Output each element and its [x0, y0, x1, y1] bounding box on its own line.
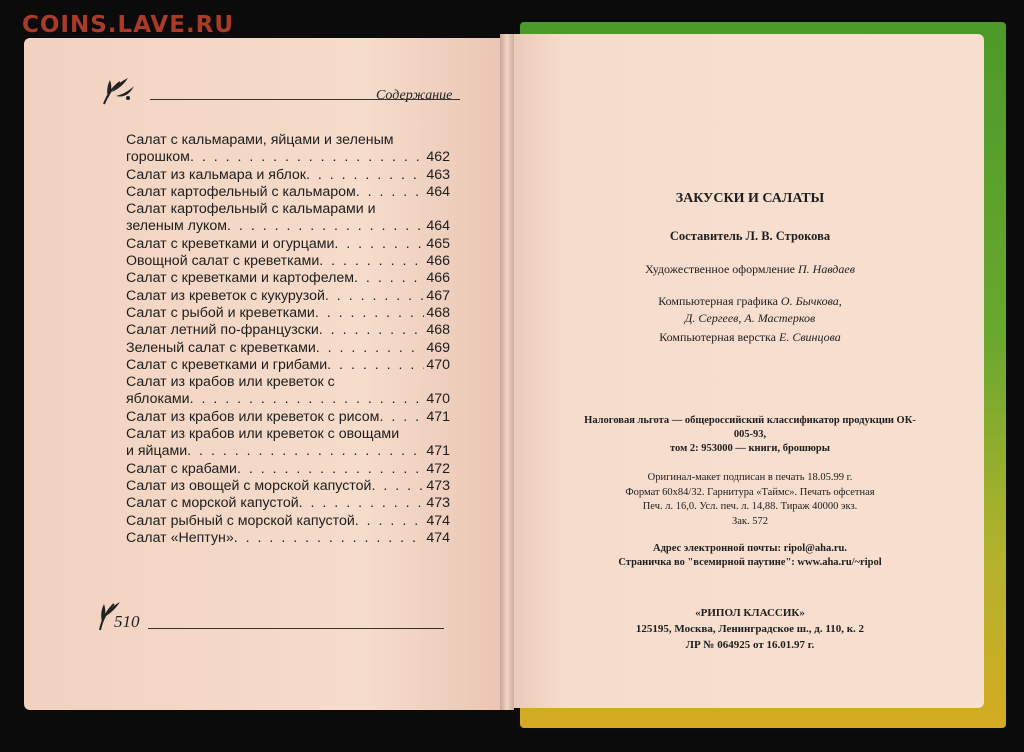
graphics-credit-names: Д. Сергеев, А. Мастерков [684, 311, 816, 325]
contact-info: Адрес электронной почты: ripol@aha.ru. Страничка во "всемирной паутине": www.aha.ru/~ripol [618, 543, 882, 568]
footer-rule [148, 628, 444, 629]
toc-entry: Салат из овощей с морской капустой . . . 473 [126, 478, 450, 495]
toc-entry: Салат с креветками и грибами . . . 470 [126, 357, 450, 374]
watermark: COINS.LAVE.RU [22, 12, 235, 38]
toc-entry: Салат из креветок с кукурузой . . . 467 [126, 288, 450, 305]
toc-entry: Салат «Нептун» . . . 474 [126, 530, 450, 547]
toc-entry: Салат с рыбой и креветками . . . 468 [126, 305, 450, 322]
toc-entry: Салат с крабами . . . 472 [126, 461, 450, 478]
book-gutter [500, 34, 514, 710]
print-info: Оригинал-макет подписан в печать 18.05.99 г. Формат 60х84/32. Гарнитура «Таймс». Печать офсетная Печ. л. 16,0. Усл. печ. л. 14,88. Тираж 40000 экз. Зак. 572 [625, 472, 875, 527]
toc-entry: Салат с креветками и огурцами . . . 465 [126, 236, 450, 253]
toc-entry: горошком . . . 462 [126, 149, 450, 166]
page-header-title: Содержание [376, 88, 453, 103]
page-number: 510 [114, 612, 140, 631]
book-title: ЗАКУСКИ И САЛАТЫ [675, 191, 825, 206]
graphics-credit: Компьютерная графика О. Бычкова, [658, 294, 842, 308]
tax-info: Налоговая льгота — общероссийский классификатор продукции ОК- 005-93, том 2: 953000 — книги, брошюры [584, 415, 916, 454]
toc-entry: Салат рыбный с морской капустой . . . 474 [126, 513, 450, 530]
toc-entry: Салат с морской капустой . . . 473 [126, 495, 450, 512]
toc-entry: Салат картофельный с кальмарами и [126, 201, 376, 218]
table-of-contents [126, 132, 450, 547]
toc-entry: зеленым луком . . . 464 [126, 218, 450, 235]
toc-entry: Салат летний по-французски . . . 468 [126, 322, 450, 339]
floral-ornament-icon [98, 74, 142, 108]
toc-entry: Зеленый салат с креветками . . . 469 [126, 340, 450, 357]
toc-entry: и яйцами . . . 471 [126, 443, 450, 460]
toc-entry: Салат из кальмара и яблок . . . 463 [126, 167, 450, 184]
toc-entry: Салат с кальмарами, яйцами и зеленым [126, 132, 394, 148]
toc-entry: Салат из крабов или креветок с овощами [126, 426, 400, 443]
toc-entry: Салат с креветками и картофелем . . . 466 [126, 270, 450, 287]
publisher-info: «РИПОЛ КЛАССИК» 125195, Москва, Ленинградское ш., д. 110, к. 2 ЛР № 064925 от 16.01.97 г. [635, 607, 865, 651]
toc-entry: яблоками . . . 470 [126, 391, 450, 408]
compiler-line: Составитель Л. В. Строкова [669, 229, 831, 243]
toc-entry: Салат из крабов или креветок с [126, 374, 335, 391]
layout-credit: Компьютерная верстка Е. Свинцова [659, 330, 841, 344]
toc-entry: Салат картофельный с кальмаром . . . 464 [126, 184, 450, 201]
toc-entry: Салат из крабов или креветок с рисом . . . 471 [126, 409, 450, 426]
art-credit: Художественное оформление П. Навдаев [645, 262, 855, 276]
toc-entry: Овощной салат с креветками . . . 466 [126, 253, 450, 270]
